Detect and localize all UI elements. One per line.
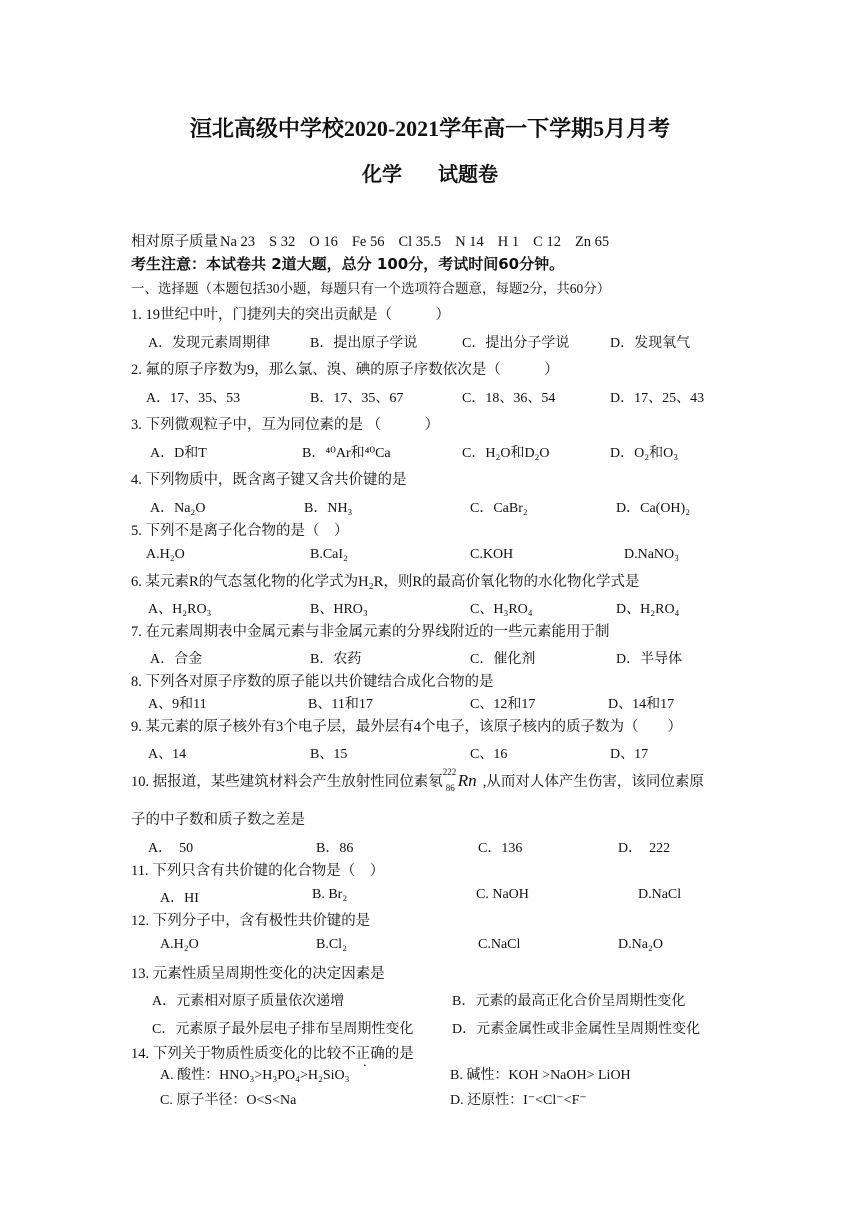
mass-item: N 14 bbox=[455, 234, 484, 250]
section-heading: 一、选择题（本题包括30小题，每题只有一个选项符合题意，每题2分，共60分） bbox=[131, 281, 611, 296]
question-14 bbox=[131, 1042, 414, 1063]
option-b: B．农药 bbox=[310, 652, 362, 667]
atomic-masses-line bbox=[131, 230, 623, 251]
option-c: C. 原子半径：O<S<Na bbox=[160, 1093, 297, 1108]
option-a: A. 酸性：HNO₃>H₃PO₄>H₂SiO₃ bbox=[160, 1068, 350, 1083]
question-10 bbox=[131, 766, 704, 795]
mass-number: 222 bbox=[442, 766, 457, 777]
option-b: B. Br₂ bbox=[312, 887, 348, 902]
option-c: C．18、36、54 bbox=[462, 391, 556, 406]
option-a: A．发现元素周期律 bbox=[148, 336, 271, 351]
option-d: D．O₂和O₃ bbox=[610, 446, 679, 461]
option-c: C．提出分子学说 bbox=[462, 336, 570, 351]
question-3: 3. 下列微观粒子中，互为同位素的是 （ ） bbox=[131, 417, 440, 433]
question-14-text: 14. 下列关于物质性质变化的比较 bbox=[131, 1046, 342, 1062]
option-d: D．半导体 bbox=[616, 652, 683, 667]
mass-item: Zn 65 bbox=[574, 234, 610, 250]
question-11: 11. 下列只含有共价键的化合物是（ ） bbox=[131, 863, 385, 879]
subject-label: 化学 bbox=[362, 164, 402, 186]
option-d: D.NaCl bbox=[638, 887, 682, 902]
emphasis-text: 不正确 bbox=[341, 1046, 385, 1062]
option-b: B．17、35、67 bbox=[310, 391, 404, 406]
question-1: 1. 19世纪中叶，门捷列夫的突出贡献是（ ） bbox=[131, 307, 450, 323]
option-a: A．元素相对原子质量依次递增 bbox=[152, 994, 345, 1009]
option-d: D． 222 bbox=[618, 841, 671, 856]
atomic-number: 86 bbox=[445, 782, 455, 793]
mass-item: H 1 bbox=[497, 234, 520, 250]
question-13: 13. 元素性质呈周期性变化的决定因素是 bbox=[131, 966, 385, 982]
option-a: A． 50 bbox=[148, 841, 194, 856]
option-c: C、H₃RO₄ bbox=[470, 602, 533, 617]
option-b: B．提出原子学说 bbox=[310, 336, 418, 351]
option-d: D、17 bbox=[610, 747, 649, 762]
option-c: C. NaOH bbox=[476, 887, 529, 902]
option-a: A、H₂RO₃ bbox=[148, 602, 212, 617]
option-a: A．HI bbox=[160, 891, 199, 906]
paper-label: 试题卷 bbox=[438, 164, 498, 186]
option-d: D．Ca(OH)₂ bbox=[616, 501, 691, 516]
exam-subtitle bbox=[0, 158, 860, 187]
option-c: C．催化剂 bbox=[470, 652, 536, 667]
option-b: B、11和17 bbox=[308, 697, 373, 712]
option-a: A、14 bbox=[148, 747, 187, 762]
option-c: C．CaBr₂ bbox=[470, 501, 528, 516]
question-12: 12. 下列分子中，含有极性共价键的是 bbox=[131, 913, 371, 929]
mass-item: C 12 bbox=[533, 234, 561, 250]
question-4: 4. 下列物质中，既含离子键又含共价键的是 bbox=[131, 472, 407, 488]
option-b: B. 碱性：KOH >NaOH> LiOH bbox=[450, 1068, 631, 1083]
option-a: A.H₂O bbox=[146, 547, 185, 562]
mass-item: Fe 56 bbox=[351, 234, 385, 250]
option-b: B．86 bbox=[316, 841, 354, 856]
option-a: A．17、35、53 bbox=[146, 391, 241, 406]
question-2: 2. 氟的原子序数为9，那么氯、溴、碘的原子序数依次是（ ） bbox=[131, 362, 559, 378]
option-b: B、HRO₃ bbox=[310, 602, 368, 617]
option-d: D．发现氧气 bbox=[610, 336, 691, 351]
question-10-text-end: ,从而对人体产生伤害，该同位素原 bbox=[482, 774, 704, 790]
question-10-text: 10. 据报道，某些建筑材料会产生放射性同位素氡 bbox=[131, 774, 443, 790]
option-d: D、14和17 bbox=[608, 697, 675, 712]
mass-item: S 32 bbox=[269, 234, 296, 250]
option-c: C.NaCl bbox=[478, 937, 521, 952]
option-a: A、9和11 bbox=[148, 697, 207, 712]
masses-label: 相对原子质量 bbox=[131, 234, 218, 250]
question-6: 6. 某元素R的气态氢化物的化学式为H₂R，则R的最高价氧化物的水化物化学式是 bbox=[131, 574, 640, 590]
radon-nuclide bbox=[442, 766, 483, 795]
option-d: D.NaNO₃ bbox=[624, 547, 680, 562]
question-10-cont: 子的中子数和质子数之差是 bbox=[131, 812, 305, 828]
option-c: C．元素原子最外层电子排布呈周期性变化 bbox=[152, 1022, 414, 1037]
mass-item: Na 23 bbox=[220, 234, 256, 250]
option-c: C.KOH bbox=[470, 547, 514, 562]
option-a: A．合金 bbox=[150, 652, 203, 667]
option-d: D．17、25、43 bbox=[610, 391, 705, 406]
exam-title: 洹北高级中学校2020-2021学年高一下学期5月月考 bbox=[189, 116, 671, 141]
option-b: B．⁴⁰Ar和⁴⁰Ca bbox=[302, 446, 391, 461]
option-b: B．元素的最高正化合价呈周期性变化 bbox=[452, 994, 686, 1009]
option-b: B.CaI₂ bbox=[310, 547, 348, 562]
option-d: D. 还原性：I⁻<Cl⁻<F⁻ bbox=[450, 1093, 587, 1108]
option-b: B．NH₃ bbox=[304, 501, 353, 516]
mass-item: O 16 bbox=[309, 234, 338, 250]
option-b: B.Cl₂ bbox=[316, 937, 347, 952]
option-a: A.H₂O bbox=[160, 937, 199, 952]
option-c: C．136 bbox=[478, 841, 523, 856]
option-d: D．元素金属性或非金属性呈周期性变化 bbox=[452, 1022, 701, 1037]
option-a: A．D和T bbox=[150, 446, 207, 461]
option-d: D.Na₂O bbox=[618, 937, 663, 952]
exam-notice: 考生注意：本试卷共 2道大题，总分 100分，考试时间60分钟。 bbox=[131, 255, 565, 273]
option-b: B、15 bbox=[310, 747, 348, 762]
question-9: 9. 某元素的原子核外有3个电子层，最外层有4个电子，该原子核内的质子数为（ ） bbox=[131, 719, 682, 735]
element-symbol: Rn bbox=[457, 770, 477, 790]
option-c: C．H₂O和D₂O bbox=[462, 446, 550, 461]
question-7: 7. 在元素周期表中金属元素与非金属元素的分界线附近的一些元素能用于制 bbox=[131, 624, 610, 640]
question-5: 5. 下列不是离子化合物的是（ ） bbox=[131, 523, 349, 539]
option-a: A．Na₂O bbox=[150, 501, 206, 516]
question-8: 8. 下列各对原子序数的原子能以共价键结合成化合物的是 bbox=[131, 674, 494, 690]
option-c: C、16 bbox=[470, 747, 508, 762]
question-14-text-end: 的是 bbox=[384, 1046, 414, 1062]
option-c: C、12和17 bbox=[470, 697, 536, 712]
mass-item: Cl 35.5 bbox=[398, 234, 442, 250]
option-d: D、H₂RO₄ bbox=[616, 602, 680, 617]
